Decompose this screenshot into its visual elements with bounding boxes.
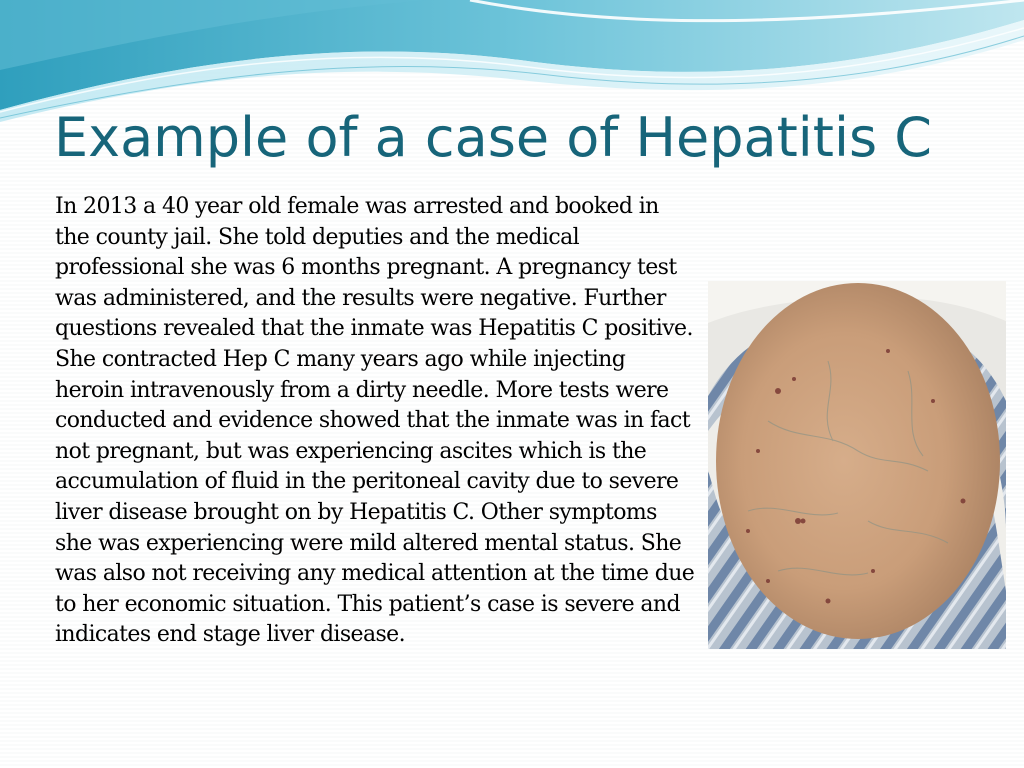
case-description: In 2013 a 40 year old female was arrested and booked in the county jail. She told deputies and the medical professional she was 6 months pregnant. A pregnancy test was administered, and the results were negative. Further questions revealed that the inmate was Hepatitis C positive. She contracted Hep C many years ago while injecting heroin intravenously from a dirty needle. More tests were conducted and evidence showed that the inmate was in fact not pregnant, but was experiencing ascites which is the accumulation of fluid in the peritoneal cavity due to severe liver disease brought on by Hepatitis C. Other symptoms she was experiencing were mild altered mental status. She was also not receiving any medical attention at the time due to her economic situation. This patient’s case is severe and indicates end stage liver disease. <box>55 194 695 648</box>
slide-title: Example of a case of Hepatitis C <box>54 106 932 169</box>
abdomen-photo <box>708 281 1006 649</box>
